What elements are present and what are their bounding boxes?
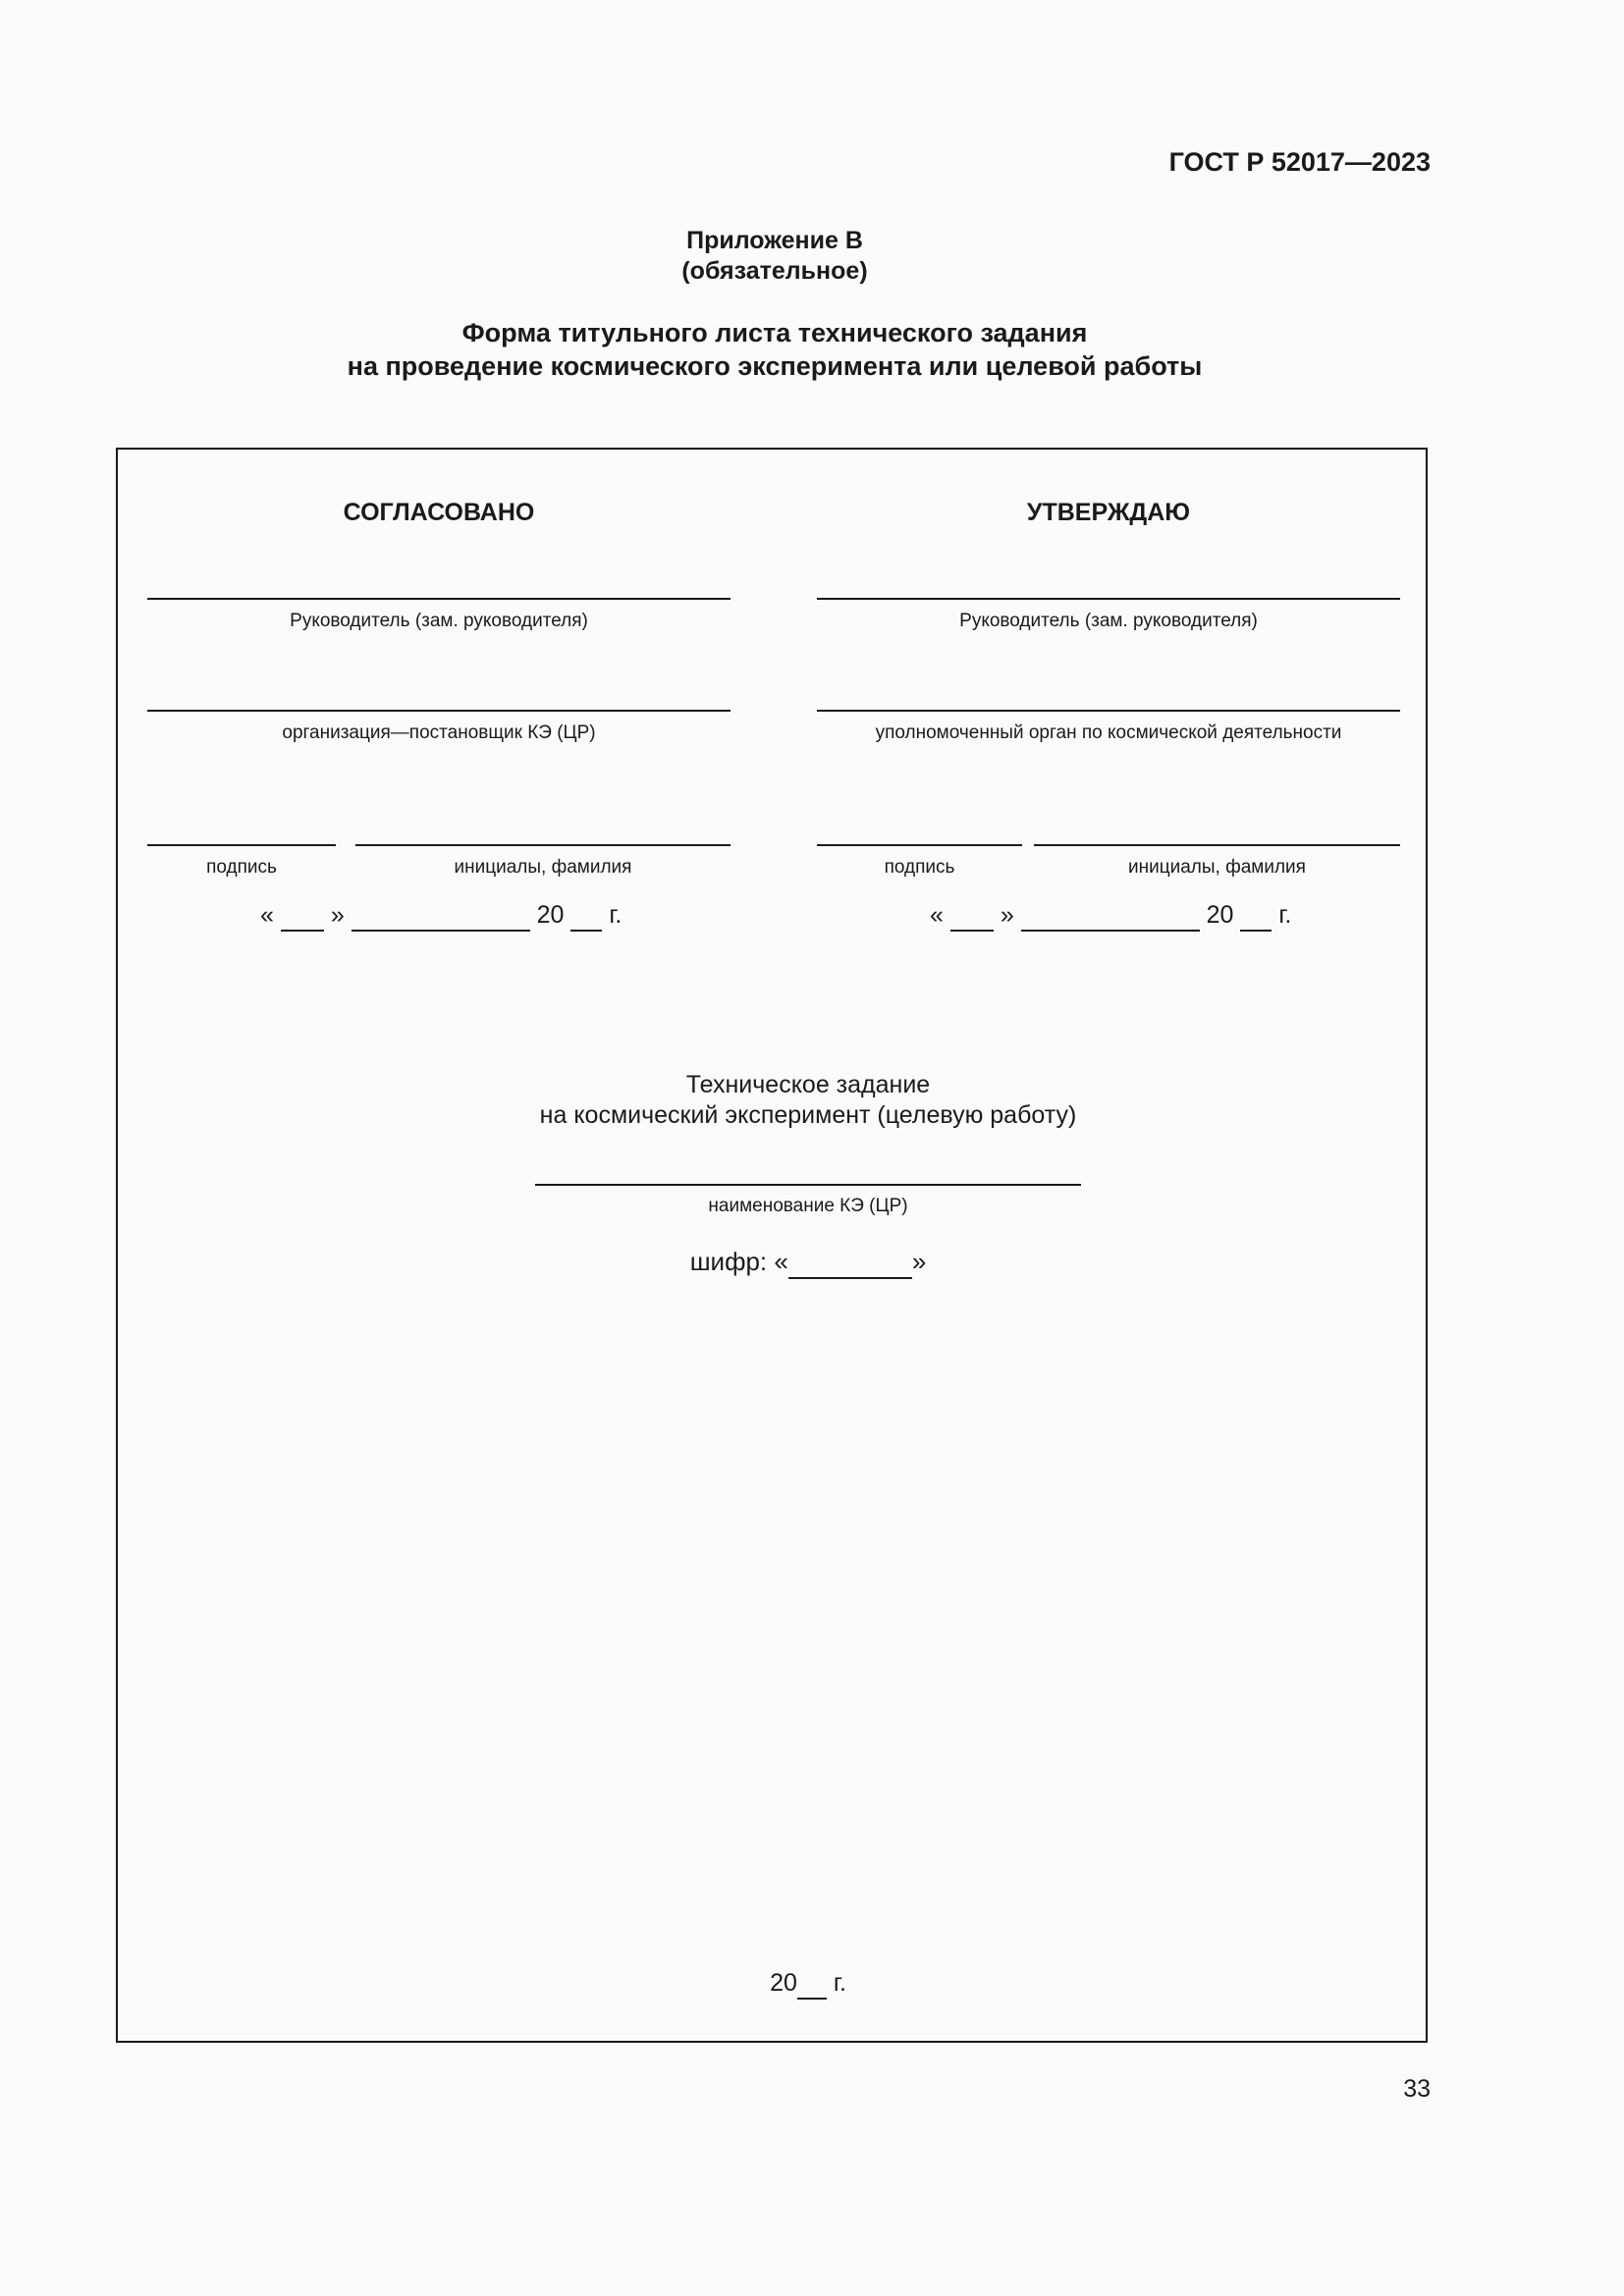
year-prefix: 20 — [770, 1969, 797, 1997]
standard-number: ГОСТ Р 52017—2023 — [1168, 147, 1431, 177]
right-date — [930, 901, 1291, 932]
right-date-suffix: г. — [1278, 901, 1292, 929]
left-org-line — [147, 710, 731, 712]
appendix-heading — [0, 226, 1549, 287]
left-date-close: » — [330, 901, 345, 929]
appendix-title: Приложение В — [686, 227, 863, 254]
cipher-close: » — [911, 1247, 927, 1276]
experiment-name-caption: наименование КЭ (ЦР) — [708, 1196, 908, 1216]
right-signature-caption: подпись — [884, 857, 955, 878]
left-role-caption: Руководитель (зам. руководителя) — [290, 611, 588, 631]
left-signature-caption: подпись — [206, 857, 277, 878]
right-name-line — [1034, 844, 1400, 846]
cipher-field — [535, 1247, 1081, 1279]
right-role-caption: Руководитель (зам. руководителя) — [959, 611, 1258, 631]
approve-heading: УТВЕРЖДАЮ — [1026, 499, 1191, 526]
left-role-line — [147, 598, 731, 600]
right-date-year: 20 — [1206, 901, 1234, 929]
page-number: 33 — [1403, 2075, 1431, 2103]
left-date-open: « — [260, 901, 274, 929]
document-type-line1: Техническое задание — [685, 1071, 931, 1098]
appendix-status: (обязательное) — [681, 257, 868, 285]
right-date-open: « — [930, 901, 944, 929]
title-page-frame — [116, 448, 1428, 2043]
left-date-suffix: г. — [609, 901, 623, 929]
document-type-block — [196, 1070, 1420, 1131]
experiment-name-line — [535, 1184, 1081, 1186]
right-name-caption: инициалы, фамилия — [1128, 857, 1306, 878]
form-title-line1: Форма титульного листа технического задания — [461, 318, 1088, 347]
right-role-line — [817, 598, 1400, 600]
left-org-caption: организация—постановщик КЭ (ЦР) — [282, 722, 596, 743]
left-date-year: 20 — [536, 901, 565, 929]
left-signature-line — [147, 844, 336, 846]
left-date — [260, 901, 622, 932]
form-title-line2: на проведение космического эксперимента или целевой работы — [347, 351, 1203, 381]
cipher-label: шифр: « — [689, 1247, 788, 1276]
left-name-caption: инициалы, фамилия — [454, 857, 632, 878]
approved-heading: СОГЛАСОВАНО — [343, 499, 535, 526]
right-org-caption: уполномоченный орган по космической деятельности — [875, 722, 1342, 743]
form-title — [0, 316, 1549, 383]
document-type-line2: на космический эксперимент (целевую работу) — [539, 1101, 1077, 1129]
right-date-close: » — [1000, 901, 1014, 929]
right-org-line — [817, 710, 1400, 712]
left-name-line — [355, 844, 731, 846]
year-field — [535, 1969, 1081, 2000]
year-suffix: г. — [833, 1969, 846, 1997]
right-signature-line — [817, 844, 1022, 846]
